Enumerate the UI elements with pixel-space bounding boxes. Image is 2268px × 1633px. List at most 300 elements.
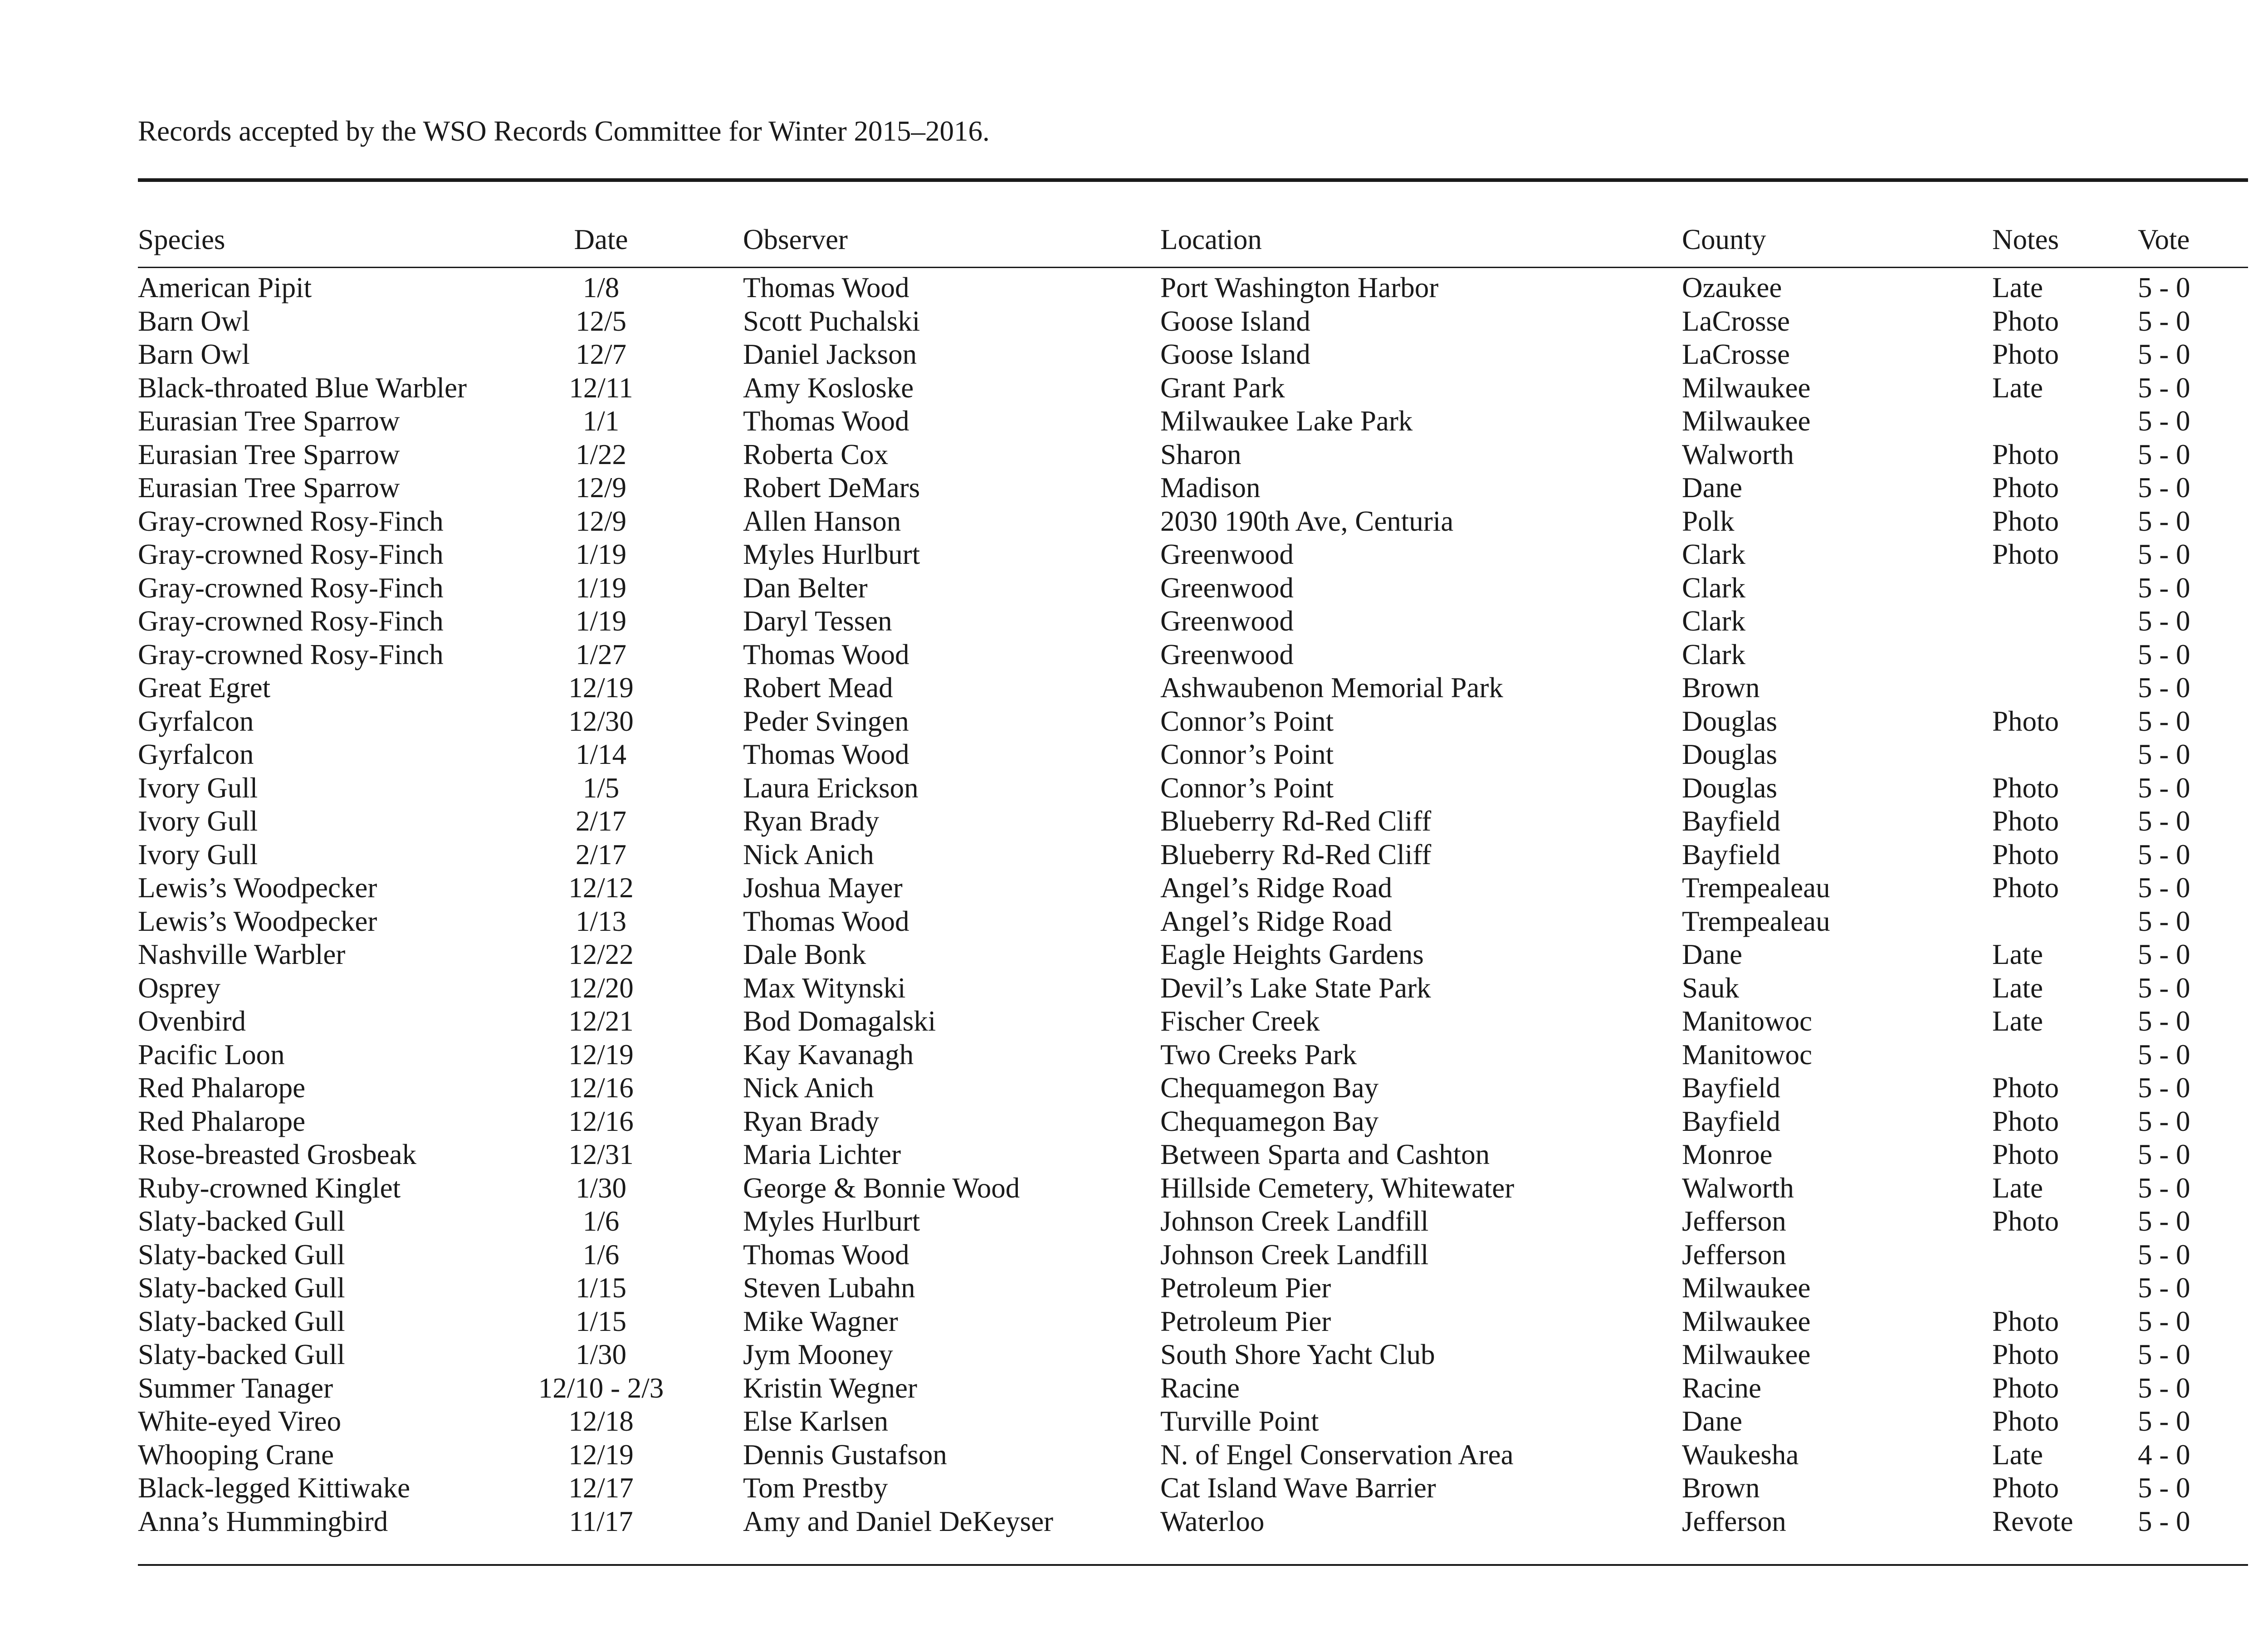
- cell-notes: Late: [1992, 972, 2043, 1004]
- cell-species: Slaty-backed Gull: [138, 1238, 345, 1271]
- cell-county: Douglas: [1682, 772, 1777, 804]
- cell-notes: Photo: [1992, 1205, 2059, 1237]
- cell-notes: Photo: [1992, 1305, 2059, 1337]
- cell-date: 12/19: [568, 1438, 634, 1471]
- cell-notes: Photo: [1992, 538, 2059, 570]
- cell-vote: 5 - 0: [2138, 872, 2190, 904]
- cell-vote: 5 - 0: [2138, 1305, 2190, 1337]
- cell-species: Red Phalarope: [138, 1072, 306, 1104]
- cell-date: 2/17: [575, 805, 626, 837]
- cell-county: Milwaukee: [1682, 372, 1811, 404]
- cell-county: Bayfield: [1682, 805, 1780, 837]
- cell-observer: Thomas Wood: [743, 405, 909, 437]
- cell-location: Goose Island: [1160, 305, 1310, 337]
- cell-vote: 5 - 0: [2138, 1372, 2190, 1404]
- cell-notes: Revote: [1992, 1505, 2073, 1537]
- table-caption: Records accepted by the WSO Records Committee for Winter 2015–2016.: [138, 115, 990, 147]
- cell-county: Waukesha: [1682, 1438, 1799, 1471]
- cell-observer: Thomas Wood: [743, 1238, 909, 1271]
- cell-notes: Photo: [1992, 1072, 2059, 1104]
- cell-location: Hillside Cemetery, Whitewater: [1160, 1172, 1515, 1204]
- table-row: [0, 538, 2268, 572]
- table-row: [0, 1372, 2268, 1405]
- table-row: [0, 772, 2268, 805]
- cell-vote: 5 - 0: [2138, 338, 2190, 370]
- cell-location: Grant Park: [1160, 372, 1285, 404]
- table-row: [0, 471, 2268, 505]
- table-row: [0, 605, 2268, 638]
- cell-county: Clark: [1682, 638, 1745, 670]
- table-row: [0, 1172, 2268, 1205]
- cell-species: Lewis’s Woodpecker: [138, 905, 377, 937]
- cell-vote: 5 - 0: [2138, 1172, 2190, 1204]
- cell-observer: Robert DeMars: [743, 472, 920, 504]
- table-row: [0, 1305, 2268, 1339]
- cell-date: 1/30: [575, 1339, 626, 1370]
- cell-observer: Amy Kosloske: [743, 372, 914, 404]
- cell-observer: Myles Hurlburt: [743, 1205, 920, 1237]
- cell-county: Brown: [1682, 672, 1760, 704]
- cell-observer: Bod Domagalski: [743, 1005, 936, 1037]
- cell-vote: 5 - 0: [2138, 272, 2190, 303]
- header-vote: Vote: [2138, 224, 2190, 255]
- cell-county: Bayfield: [1682, 1105, 1780, 1137]
- cell-observer: Laura Erickson: [743, 772, 919, 804]
- cell-county: Clark: [1682, 538, 1745, 570]
- cell-county: Walworth: [1682, 438, 1794, 470]
- cell-location: Connor’s Point: [1160, 772, 1334, 804]
- cell-notes: Photo: [1992, 872, 2059, 904]
- cell-date: 1/13: [575, 905, 626, 937]
- cell-notes: Late: [1992, 372, 2043, 404]
- cell-date: 12/18: [568, 1405, 634, 1437]
- table-row: [0, 1505, 2268, 1539]
- cell-county: Dane: [1682, 472, 1742, 504]
- cell-location: Madison: [1160, 472, 1261, 504]
- cell-date: 1/22: [575, 438, 626, 470]
- cell-vote: 5 - 0: [2138, 638, 2190, 670]
- cell-county: LaCrosse: [1682, 338, 1790, 370]
- cell-date: 12/17: [568, 1472, 634, 1504]
- cell-species: Eurasian Tree Sparrow: [138, 405, 400, 437]
- cell-county: Ozaukee: [1682, 272, 1782, 303]
- cell-vote: 5 - 0: [2138, 1472, 2190, 1504]
- cell-species: Pacific Loon: [138, 1038, 285, 1071]
- cell-observer: Amy and Daniel DeKeyser: [743, 1505, 1054, 1537]
- cell-county: Monroe: [1682, 1139, 1773, 1170]
- table-row: [0, 1338, 2268, 1372]
- header-rule: [138, 267, 2248, 268]
- cell-vote: 5 - 0: [2138, 305, 2190, 337]
- cell-date: 12/16: [568, 1072, 634, 1104]
- cell-vote: 4 - 0: [2138, 1438, 2190, 1471]
- cell-notes: Photo: [1992, 805, 2059, 837]
- cell-date: 12/16: [568, 1105, 634, 1137]
- cell-county: Milwaukee: [1682, 1272, 1811, 1304]
- cell-county: Dane: [1682, 1405, 1742, 1437]
- table-row: [0, 1238, 2268, 1272]
- cell-species: Summer Tanager: [138, 1372, 333, 1404]
- cell-notes: Late: [1992, 272, 2043, 303]
- cell-date: 12/21: [568, 1005, 634, 1037]
- cell-date: 1/1: [582, 405, 620, 437]
- cell-notes: Late: [1992, 939, 2043, 970]
- cell-date: 1/27: [575, 638, 626, 670]
- cell-species: Ivory Gull: [138, 772, 258, 804]
- cell-species: Anna’s Hummingbird: [138, 1505, 388, 1537]
- cell-county: Trempealeau: [1682, 872, 1830, 904]
- cell-observer: Nick Anich: [743, 1072, 874, 1104]
- cell-observer: Dennis Gustafson: [743, 1438, 947, 1471]
- cell-county: Bayfield: [1682, 1072, 1780, 1104]
- cell-observer: Roberta Cox: [743, 438, 889, 470]
- cell-notes: Photo: [1992, 1339, 2059, 1370]
- cell-species: Gyrfalcon: [138, 705, 254, 737]
- cell-species: White-eyed Vireo: [138, 1405, 342, 1437]
- table-row: [0, 938, 2268, 972]
- cell-date: 1/6: [582, 1238, 620, 1271]
- table-row: [0, 671, 2268, 705]
- cell-observer: Ryan Brady: [743, 805, 880, 837]
- cell-date: 1/19: [575, 572, 626, 604]
- cell-species: Gray-crowned Rosy-Finch: [138, 538, 444, 570]
- cell-date: 12/7: [575, 338, 626, 370]
- table-row: [0, 305, 2268, 338]
- table-row: [0, 438, 2268, 472]
- cell-county: Milwaukee: [1682, 405, 1811, 437]
- cell-location: Devil’s Lake State Park: [1160, 972, 1431, 1004]
- cell-county: Milwaukee: [1682, 1305, 1811, 1337]
- cell-date: 12/22: [568, 939, 634, 970]
- table-row: [0, 1005, 2268, 1038]
- cell-notes: Photo: [1992, 1105, 2059, 1137]
- cell-notes: Photo: [1992, 705, 2059, 737]
- table-row: [0, 838, 2268, 872]
- cell-species: Nashville Warbler: [138, 939, 346, 970]
- cell-species: Gray-crowned Rosy-Finch: [138, 505, 444, 537]
- cell-county: Clark: [1682, 605, 1745, 637]
- header-date: Date: [574, 224, 628, 255]
- cell-vote: 5 - 0: [2138, 1139, 2190, 1170]
- cell-county: Trempealeau: [1682, 905, 1830, 937]
- cell-date: 1/14: [575, 738, 626, 770]
- cell-species: Great Egret: [138, 672, 271, 704]
- cell-county: Jefferson: [1682, 1205, 1786, 1237]
- cell-date: 12/19: [568, 672, 634, 704]
- cell-location: Angel’s Ridge Road: [1160, 905, 1392, 937]
- cell-vote: 5 - 0: [2138, 939, 2190, 970]
- cell-location: N. of Engel Conservation Area: [1160, 1438, 1514, 1471]
- cell-observer: Scott Puchalski: [743, 305, 920, 337]
- cell-location: Blueberry Rd-Red Cliff: [1160, 838, 1432, 870]
- cell-location: South Shore Yacht Club: [1160, 1339, 1435, 1370]
- table-row: [0, 738, 2268, 772]
- cell-date: 1/15: [575, 1305, 626, 1337]
- cell-species: Lewis’s Woodpecker: [138, 872, 377, 904]
- cell-species: Gray-crowned Rosy-Finch: [138, 605, 444, 637]
- cell-observer: George & Bonnie Wood: [743, 1172, 1020, 1204]
- table-row: [0, 1438, 2268, 1472]
- cell-notes: Late: [1992, 1005, 2043, 1037]
- cell-vote: 5 - 0: [2138, 905, 2190, 937]
- table-row: [0, 972, 2268, 1005]
- cell-location: Fischer Creek: [1160, 1005, 1320, 1037]
- cell-species: Slaty-backed Gull: [138, 1205, 345, 1237]
- cell-date: 12/5: [575, 305, 626, 337]
- cell-vote: 5 - 0: [2138, 438, 2190, 470]
- cell-observer: Dale Bonk: [743, 939, 866, 970]
- cell-location: Greenwood: [1160, 638, 1294, 670]
- cell-date: 11/17: [569, 1505, 633, 1537]
- cell-location: Goose Island: [1160, 338, 1310, 370]
- cell-location: Johnson Creek Landfill: [1160, 1205, 1429, 1237]
- table-row: [0, 1071, 2268, 1105]
- cell-species: Gray-crowned Rosy-Finch: [138, 572, 444, 604]
- cell-location: Connor’s Point: [1160, 705, 1334, 737]
- cell-species: Black-legged Kittiwake: [138, 1472, 411, 1504]
- cell-county: Clark: [1682, 572, 1745, 604]
- cell-location: Racine: [1160, 1372, 1240, 1404]
- cell-observer: Allen Hanson: [743, 505, 901, 537]
- cell-location: Petroleum Pier: [1160, 1272, 1331, 1304]
- cell-vote: 5 - 0: [2138, 605, 2190, 637]
- cell-notes: Late: [1992, 1438, 2043, 1471]
- cell-vote: 5 - 0: [2138, 472, 2190, 504]
- table-row: [0, 338, 2268, 372]
- cell-location: Greenwood: [1160, 572, 1294, 604]
- cell-observer: Nick Anich: [743, 838, 874, 870]
- cell-observer: Myles Hurlburt: [743, 538, 920, 570]
- cell-vote: 5 - 0: [2138, 572, 2190, 604]
- cell-vote: 5 - 0: [2138, 805, 2190, 837]
- cell-date: 12/10 - 2/3: [538, 1372, 664, 1404]
- table-row: [0, 271, 2268, 305]
- cell-date: 12/19: [568, 1038, 634, 1071]
- cell-notes: Photo: [1992, 772, 2059, 804]
- cell-vote: 5 - 0: [2138, 405, 2190, 437]
- cell-location: Waterloo: [1160, 1505, 1265, 1537]
- cell-notes: Photo: [1992, 1372, 2059, 1404]
- top-rule: [138, 178, 2248, 182]
- cell-county: Sauk: [1682, 972, 1739, 1004]
- cell-location: Two Creeks Park: [1160, 1038, 1357, 1071]
- cell-notes: Photo: [1992, 838, 2059, 870]
- cell-vote: 5 - 0: [2138, 1105, 2190, 1137]
- cell-notes: Photo: [1992, 472, 2059, 504]
- cell-observer: Thomas Wood: [743, 272, 909, 303]
- cell-county: Jefferson: [1682, 1505, 1786, 1537]
- cell-species: Eurasian Tree Sparrow: [138, 472, 400, 504]
- cell-date: 12/30: [568, 705, 634, 737]
- cell-vote: 5 - 0: [2138, 1072, 2190, 1104]
- cell-vote: 5 - 0: [2138, 972, 2190, 1004]
- header-species: Species: [138, 224, 225, 255]
- cell-species: Eurasian Tree Sparrow: [138, 438, 400, 470]
- cell-species: Osprey: [138, 972, 220, 1004]
- table-row: [0, 905, 2268, 939]
- cell-location: Ashwaubenon Memorial Park: [1160, 672, 1503, 704]
- table-row: [0, 1472, 2268, 1505]
- table-row: [0, 572, 2268, 605]
- cell-location: Between Sparta and Cashton: [1160, 1139, 1490, 1170]
- header-county: County: [1682, 224, 1766, 255]
- cell-date: 2/17: [575, 838, 626, 870]
- cell-species: Slaty-backed Gull: [138, 1305, 345, 1337]
- header-notes: Notes: [1992, 224, 2059, 255]
- cell-location: Eagle Heights Gardens: [1160, 939, 1424, 970]
- cell-location: Johnson Creek Landfill: [1160, 1238, 1429, 1271]
- cell-observer: Kristin Wegner: [743, 1372, 917, 1404]
- cell-county: LaCrosse: [1682, 305, 1790, 337]
- cell-observer: Max Witynski: [743, 972, 906, 1004]
- cell-location: Port Washington Harbor: [1160, 272, 1439, 303]
- cell-vote: 5 - 0: [2138, 1205, 2190, 1237]
- cell-observer: Maria Lichter: [743, 1139, 901, 1170]
- cell-vote: 5 - 0: [2138, 672, 2190, 704]
- cell-observer: Daryl Tessen: [743, 605, 892, 637]
- table-row: [0, 1038, 2268, 1072]
- cell-species: Slaty-backed Gull: [138, 1339, 345, 1370]
- cell-observer: Kay Kavanagh: [743, 1038, 914, 1071]
- cell-species: Ivory Gull: [138, 805, 258, 837]
- cell-vote: 5 - 0: [2138, 1405, 2190, 1437]
- cell-observer: Mike Wagner: [743, 1305, 898, 1337]
- cell-location: Blueberry Rd-Red Cliff: [1160, 805, 1432, 837]
- cell-date: 1/6: [582, 1205, 620, 1237]
- table-row: [0, 805, 2268, 838]
- table-body: [0, 271, 2268, 1538]
- table-row: [0, 1271, 2268, 1305]
- cell-county: Dane: [1682, 939, 1742, 970]
- cell-location: Chequamegon Bay: [1160, 1105, 1379, 1137]
- cell-observer: Robert Mead: [743, 672, 893, 704]
- cell-observer: Thomas Wood: [743, 905, 909, 937]
- header-observer: Observer: [743, 224, 848, 255]
- cell-location: Chequamegon Bay: [1160, 1072, 1379, 1104]
- cell-vote: 5 - 0: [2138, 1272, 2190, 1304]
- cell-species: Ovenbird: [138, 1005, 246, 1037]
- cell-observer: Dan Belter: [743, 572, 868, 604]
- cell-species: Gyrfalcon: [138, 738, 254, 770]
- cell-vote: 5 - 0: [2138, 838, 2190, 870]
- cell-location: Milwaukee Lake Park: [1160, 405, 1413, 437]
- cell-date: 12/9: [575, 472, 626, 504]
- table-row: [0, 871, 2268, 905]
- cell-date: 1/15: [575, 1272, 626, 1304]
- cell-county: Douglas: [1682, 738, 1777, 770]
- cell-notes: Late: [1992, 1172, 2043, 1204]
- table-row: [0, 505, 2268, 538]
- cell-vote: 5 - 0: [2138, 1005, 2190, 1037]
- cell-location: Greenwood: [1160, 538, 1294, 570]
- cell-vote: 5 - 0: [2138, 1238, 2190, 1271]
- cell-observer: Jym Mooney: [743, 1339, 893, 1370]
- cell-species: Red Phalarope: [138, 1105, 306, 1137]
- cell-date: 1/8: [582, 272, 620, 303]
- table-row: [0, 1105, 2268, 1139]
- cell-observer: Peder Svingen: [743, 705, 909, 737]
- table-row: [0, 638, 2268, 672]
- cell-date: 12/12: [568, 872, 634, 904]
- cell-vote: 5 - 0: [2138, 705, 2190, 737]
- cell-county: Jefferson: [1682, 1238, 1786, 1271]
- header-location: Location: [1160, 224, 1262, 255]
- cell-county: Bayfield: [1682, 838, 1780, 870]
- cell-location: Greenwood: [1160, 605, 1294, 637]
- cell-notes: Photo: [1992, 1139, 2059, 1170]
- cell-observer: Steven Lubahn: [743, 1272, 915, 1304]
- cell-vote: 5 - 0: [2138, 538, 2190, 570]
- cell-date: 12/11: [569, 372, 633, 404]
- cell-species: Rose-breasted Grosbeak: [138, 1139, 417, 1170]
- cell-location: 2030 190th Ave, Centuria: [1160, 505, 1454, 537]
- cell-observer: Tom Prestby: [743, 1472, 888, 1504]
- cell-observer: Thomas Wood: [743, 638, 909, 670]
- cell-location: Sharon: [1160, 438, 1242, 470]
- cell-county: Douglas: [1682, 705, 1777, 737]
- table-row: [0, 405, 2268, 438]
- table-row: [0, 1405, 2268, 1438]
- cell-notes: Photo: [1992, 1405, 2059, 1437]
- cell-vote: 5 - 0: [2138, 1038, 2190, 1071]
- cell-location: Petroleum Pier: [1160, 1305, 1331, 1337]
- cell-species: Ruby-crowned Kinglet: [138, 1172, 401, 1204]
- cell-vote: 5 - 0: [2138, 1505, 2190, 1537]
- cell-vote: 5 - 0: [2138, 738, 2190, 770]
- cell-county: Brown: [1682, 1472, 1760, 1504]
- cell-location: Turville Point: [1160, 1405, 1319, 1437]
- cell-vote: 5 - 0: [2138, 1339, 2190, 1370]
- cell-species: Slaty-backed Gull: [138, 1272, 345, 1304]
- cell-county: Walworth: [1682, 1172, 1794, 1204]
- table-row: [0, 372, 2268, 405]
- cell-location: Angel’s Ridge Road: [1160, 872, 1392, 904]
- cell-county: Polk: [1682, 505, 1735, 537]
- cell-observer: Else Karlsen: [743, 1405, 889, 1437]
- cell-species: Black-throated Blue Warbler: [138, 372, 467, 404]
- cell-species: American Pipit: [138, 272, 312, 303]
- cell-date: 1/30: [575, 1172, 626, 1204]
- cell-county: Manitowoc: [1682, 1005, 1812, 1037]
- cell-location: Connor’s Point: [1160, 738, 1334, 770]
- cell-location: Cat Island Wave Barrier: [1160, 1472, 1436, 1504]
- cell-notes: Photo: [1992, 505, 2059, 537]
- cell-vote: 5 - 0: [2138, 372, 2190, 404]
- cell-date: 1/5: [582, 772, 620, 804]
- cell-county: Racine: [1682, 1372, 1761, 1404]
- bottom-rule: [138, 1564, 2248, 1566]
- cell-vote: 5 - 0: [2138, 772, 2190, 804]
- cell-species: Barn Owl: [138, 338, 250, 370]
- cell-species: Gray-crowned Rosy-Finch: [138, 638, 444, 670]
- table-row: [0, 1205, 2268, 1238]
- cell-notes: Photo: [1992, 1472, 2059, 1504]
- table-row: [0, 1138, 2268, 1172]
- cell-notes: Photo: [1992, 305, 2059, 337]
- cell-species: Whooping Crane: [138, 1438, 334, 1471]
- cell-observer: Joshua Mayer: [743, 872, 903, 904]
- cell-date: 12/20: [568, 972, 634, 1004]
- cell-species: Ivory Gull: [138, 838, 258, 870]
- cell-notes: Photo: [1992, 338, 2059, 370]
- cell-notes: Photo: [1992, 438, 2059, 470]
- cell-date: 12/9: [575, 505, 626, 537]
- cell-observer: Ryan Brady: [743, 1105, 880, 1137]
- cell-county: Milwaukee: [1682, 1339, 1811, 1370]
- cell-date: 12/31: [568, 1139, 634, 1170]
- cell-date: 1/19: [575, 605, 626, 637]
- table-row: [0, 705, 2268, 738]
